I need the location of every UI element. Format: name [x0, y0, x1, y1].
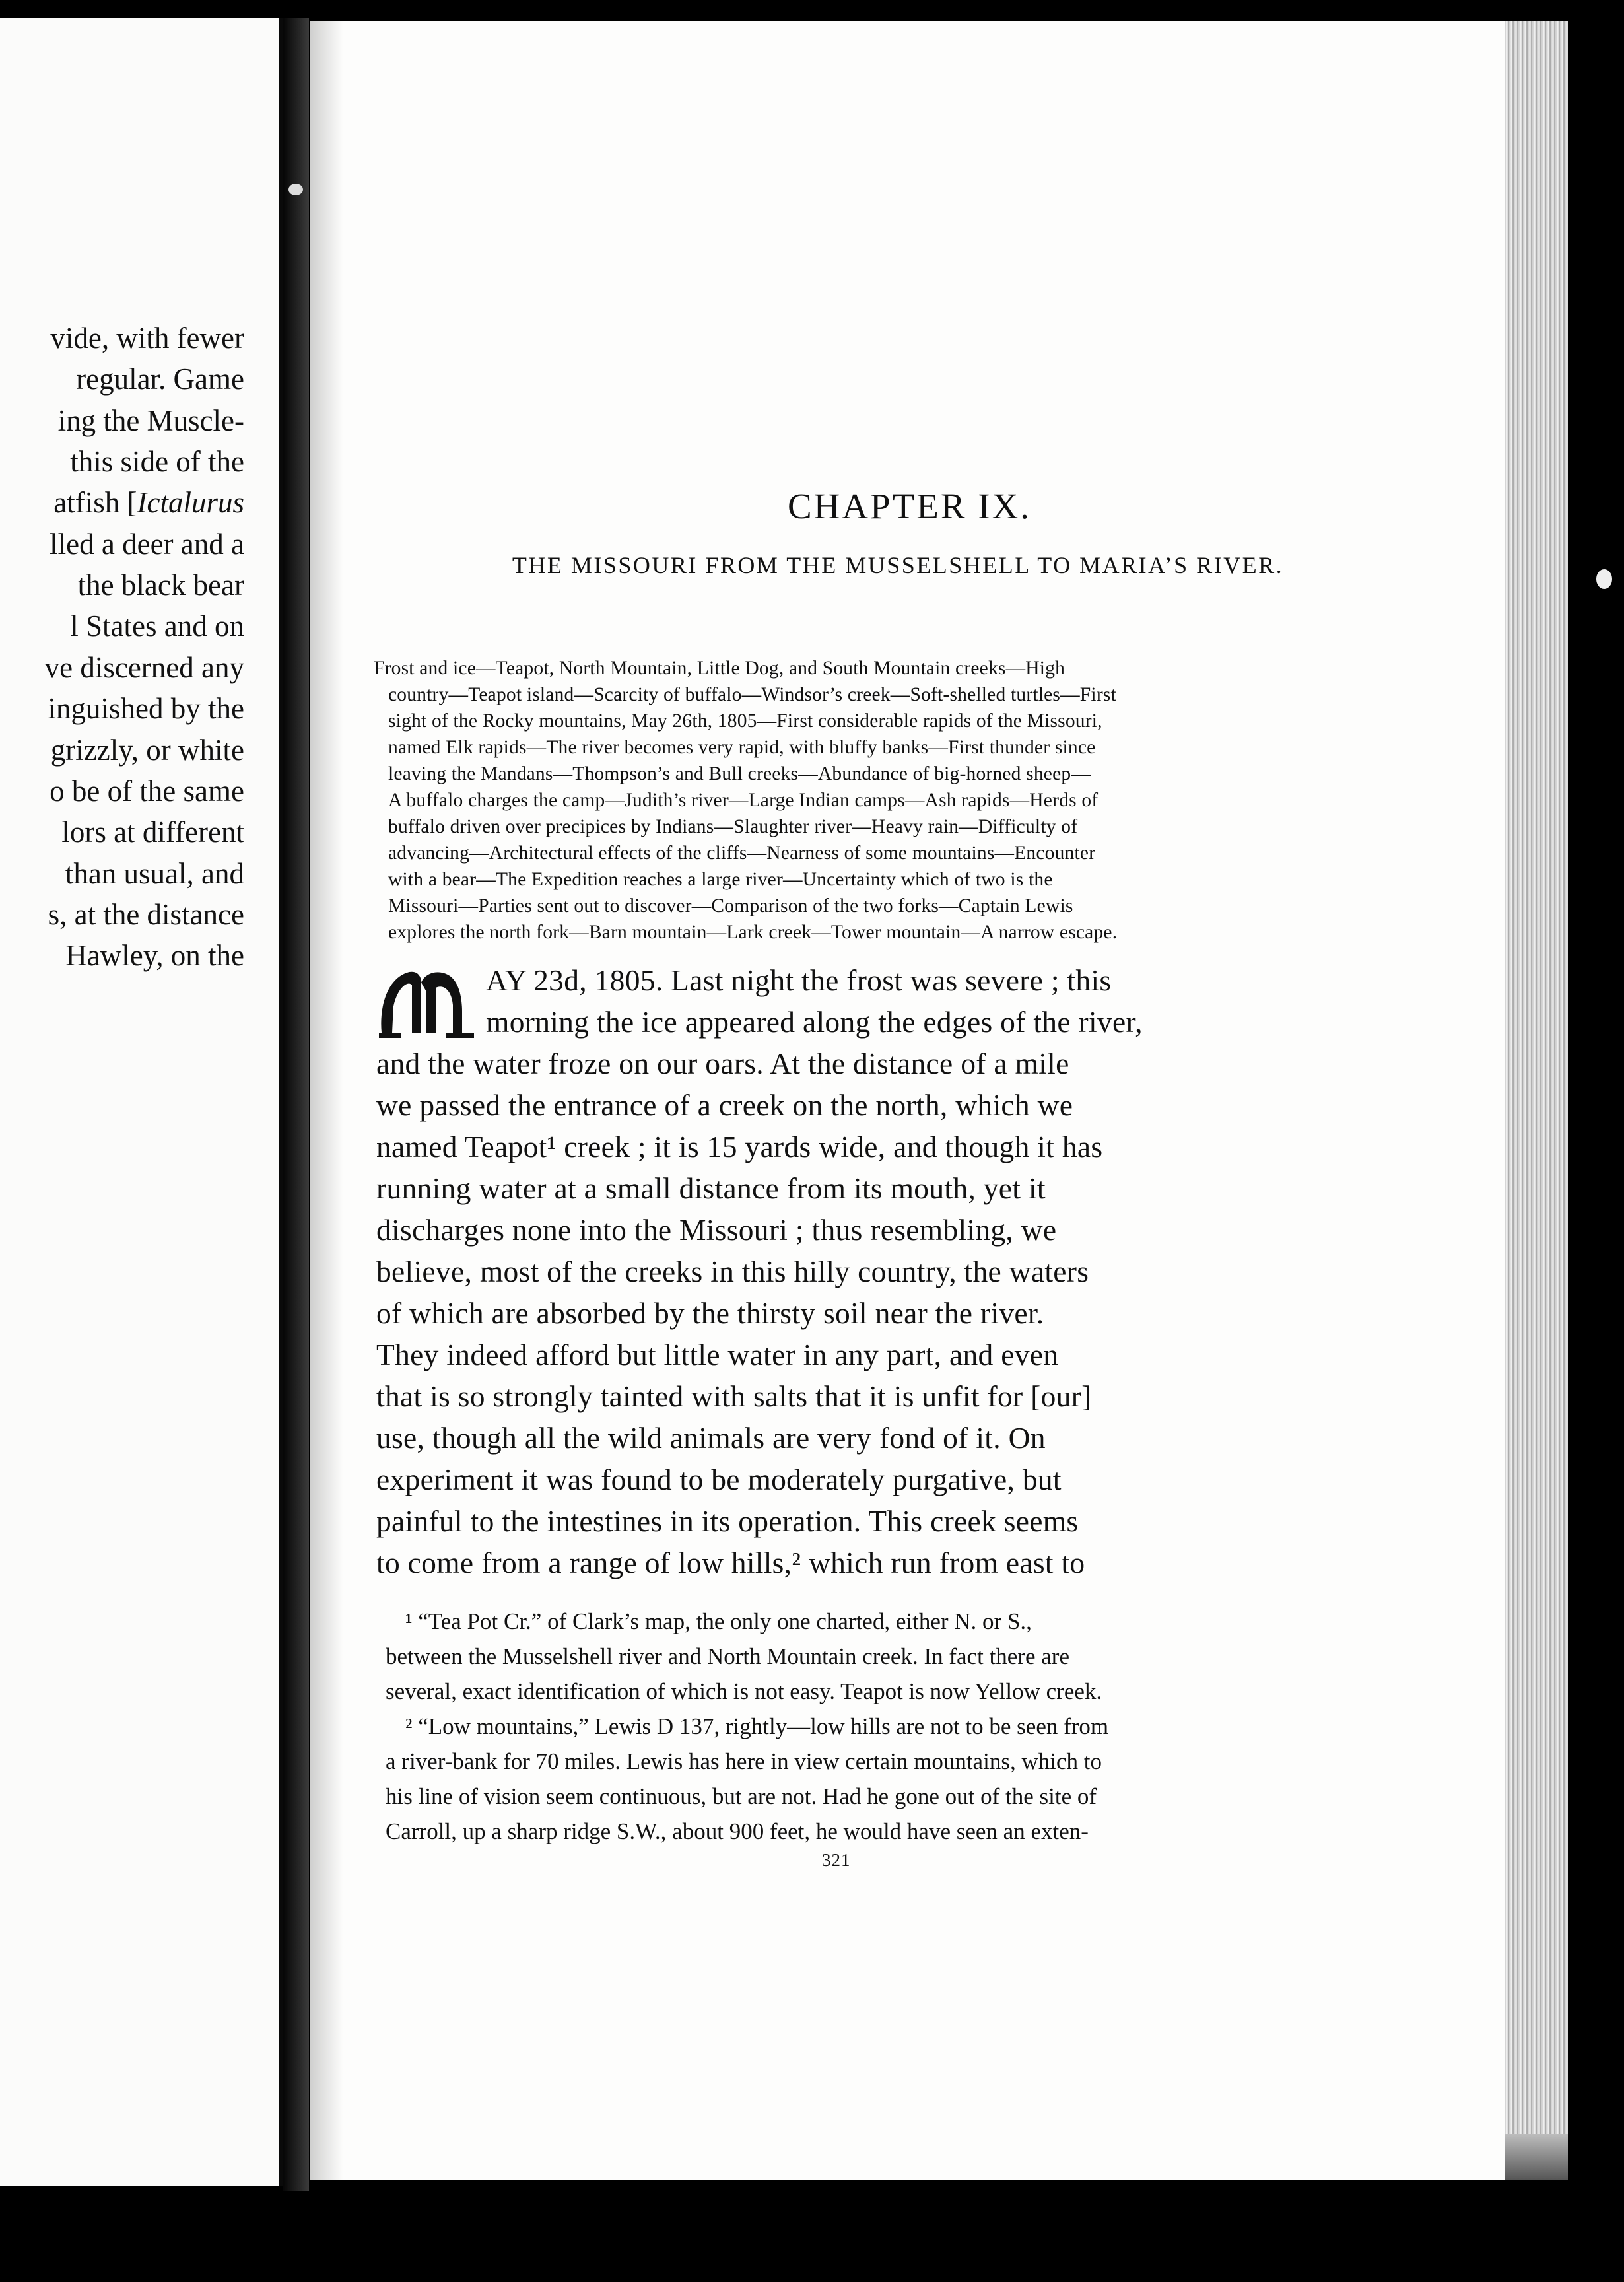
summary-line: Missouri—Parties sent out to discover—Comparison of the two forks—Captain Lewis: [388, 895, 1073, 916]
body-line: AY 23d, 1805. Last night the frost was severe ; this: [486, 963, 1112, 997]
footnote-line: between the Musselshell river and North Mountain creek. In fact there are: [386, 1643, 1069, 1669]
body-line: They indeed afford but little water in any part, and even: [376, 1338, 1059, 1371]
left-page-line: than usual, and: [65, 857, 244, 890]
footnote-line: his line of vision seem continuous, but are not. Had he gone out of the site of: [386, 1783, 1097, 1809]
left-page-line: grizzly, or white: [50, 734, 244, 767]
scan-speck: [288, 184, 303, 195]
body-line: discharges none into the Missouri ; thus resembling, we: [376, 1213, 1057, 1247]
summary-line: Frost and ice—Teapot, North Mountain, Little Dog, and South Mountain creeks—High: [374, 658, 1066, 679]
drop-cap-ornament: [375, 965, 482, 1039]
summary-line: sight of the Rocky mountains, May 26th, 1805—First considerable rapids of the Missouri,: [388, 710, 1102, 732]
body-line: to come from a range of low hills,² which run from east to: [376, 1546, 1085, 1579]
page-edges-bottom: [1505, 2134, 1568, 2180]
body-line: and the water froze on our oars. At the distance of a mile: [376, 1047, 1069, 1080]
page-edges: [1505, 21, 1568, 2134]
left-page-line: s, at the distance: [48, 898, 244, 931]
footnote-line: ¹ “Tea Pot Cr.” of Clark’s map, the only one charted, either N. or S.,: [405, 1608, 1032, 1634]
body-line: morning the ice appeared along the edges of the river,: [486, 1005, 1143, 1039]
chapter-subtitle: THE MISSOURI FROM THE MUSSELSHELL TO MARIA’S RIVER.: [512, 552, 1284, 578]
footnote-line: ² “Low mountains,” Lewis D 137, rightly—low hills are not to be seen from: [405, 1713, 1109, 1739]
body-line: that is so strongly tainted with salts that it is unfit for [our]: [376, 1379, 1092, 1413]
italic-genus-name: Ictalurus: [137, 486, 244, 519]
footnote-line: Carroll, up a sharp ridge S.W., about 900 feet, he would have seen an exten-: [386, 1818, 1089, 1844]
scan-speck: [1596, 569, 1612, 589]
summary-line: leaving the Mandans—Thompson’s and Bull creeks—Abundance of big-horned sheep—: [388, 763, 1091, 784]
body-line: painful to the intestines in its operation. This creek seems: [376, 1504, 1079, 1538]
page-shadow: [310, 21, 343, 2180]
left-page-line: the black bear: [77, 569, 244, 602]
left-page-line: vide, with fewer: [50, 322, 244, 355]
summary-line: A buffalo charges the camp—Judith’s river—Large Indian camps—Ash rapids—Herds of: [388, 790, 1099, 811]
left-page-line: Hawley, on the: [65, 939, 244, 972]
body-line: believe, most of the creeks in this hilly country, the waters: [376, 1255, 1089, 1288]
body-line: named Teapot¹ creek ; it is 15 yards wide, and though it has: [376, 1130, 1103, 1163]
summary-line: country—Teapot island—Scarcity of buffalo—Windsor’s creek—Soft-shelled turtles—First: [388, 684, 1116, 705]
body-line: running water at a small distance from its mouth, yet it: [376, 1171, 1046, 1205]
left-page-line: inguished by the: [48, 692, 244, 725]
summary-line: with a bear—The Expedition reaches a large river—Uncertainty which of two is the: [388, 869, 1053, 890]
summary-line: advancing—Architectural effects of the cliffs—Nearness of some mountains—Encounter: [388, 843, 1096, 864]
left-facing-page: [0, 18, 283, 2186]
chapter-title: CHAPTER IX.: [787, 486, 1032, 526]
body-line: use, though all the wild animals are very fond of it. On: [376, 1421, 1046, 1455]
left-page-line: l States and on: [70, 609, 244, 642]
summary-line: buffalo driven over precipices by Indians—Slaughter river—Heavy rain—Difficulty of: [388, 816, 1078, 837]
left-page-line: lors at different: [61, 815, 244, 848]
left-page-line: ing the Muscle-: [57, 404, 244, 437]
left-page-line: ve discerned any: [44, 651, 244, 684]
summary-line: explores the north fork—Barn mountain—Lark creek—Tower mountain—A narrow escape.: [388, 922, 1118, 943]
body-line: we passed the entrance of a creek on the north, which we: [376, 1088, 1073, 1122]
summary-line: named Elk rapids—The river becomes very rapid, with bluffy banks—First thunder since: [388, 737, 1096, 758]
footnote-line: a river-bank for 70 miles. Lewis has here in view certain mountains, which to: [386, 1748, 1102, 1774]
left-page-line: regular. Game: [76, 363, 244, 396]
left-page-line-italic: atfish [Ictalurus: [53, 486, 244, 519]
page-number: 321: [822, 1850, 851, 1870]
book-gutter: [283, 18, 309, 2191]
left-page-line: lled a deer and a: [50, 528, 244, 561]
left-page-line: this side of the: [70, 445, 244, 478]
footnote-line: several, exact identification of which is not easy. Teapot is now Yellow creek.: [386, 1678, 1102, 1704]
left-page-line: o be of the same: [50, 775, 244, 808]
body-line: of which are absorbed by the thirsty soil near the river.: [376, 1296, 1044, 1330]
body-line: experiment it was found to be moderately purgative, but: [376, 1463, 1062, 1496]
